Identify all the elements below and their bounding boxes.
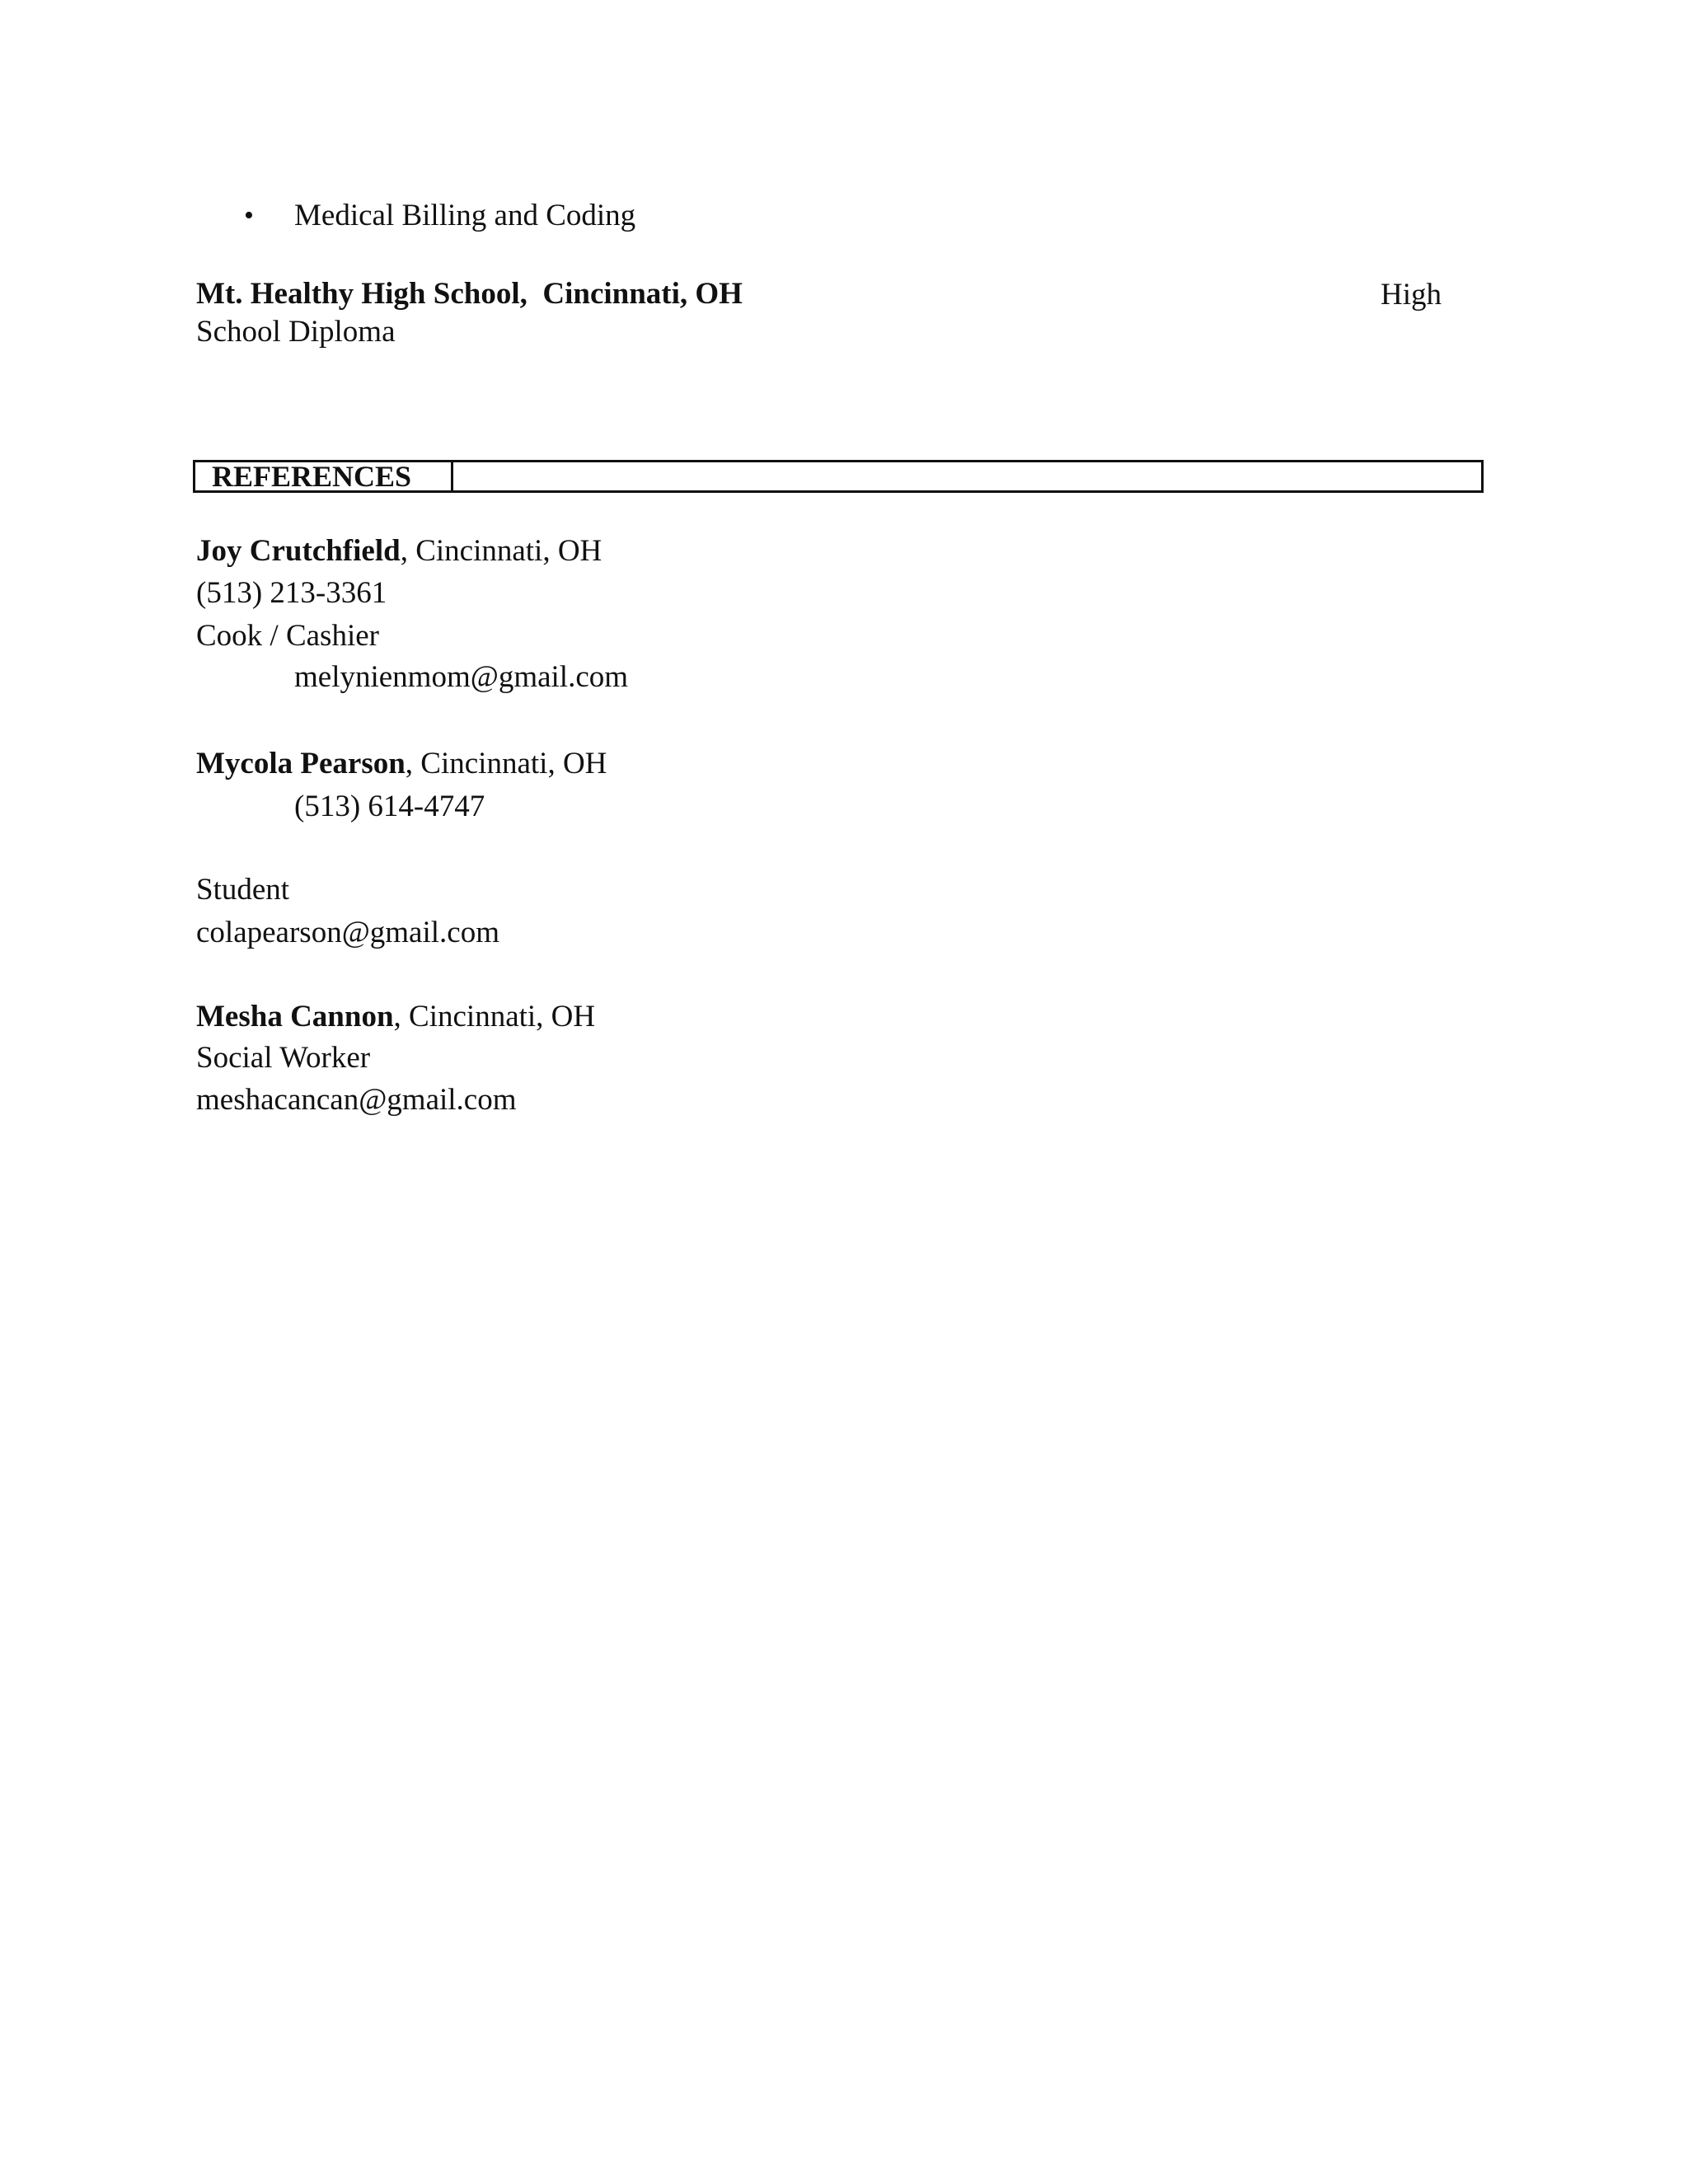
school-name-location: Mt. Healthy High School, Cincinnati, OH (196, 277, 743, 311)
reference-role: Student (196, 873, 290, 907)
reference-email: colapearson@gmail.com (196, 916, 499, 949)
degree-text-part1: High (1381, 278, 1442, 312)
reference-phone: (513) 614-4747 (294, 790, 485, 823)
reference-email: melynienmom@gmail.com (294, 660, 629, 694)
course-bullet-text: Medical Billing and Coding (294, 199, 636, 232)
references-heading: REFERENCES (195, 462, 453, 490)
reference-role: Cook / Cashier (196, 619, 379, 653)
reference-location: , Cincinnati, OH (400, 534, 603, 568)
reference-name-line (196, 999, 595, 1035)
reference-location: , Cincinnati, OH (393, 1000, 596, 1033)
bullet-marker: • (244, 200, 254, 231)
reference-name-line (196, 746, 607, 782)
reference-name-line (196, 533, 602, 569)
reference-location: , Cincinnati, OH (405, 747, 607, 780)
reference-phone: (513) 213-3361 (196, 576, 387, 610)
reference-role: Social Worker (196, 1041, 371, 1075)
reference-name: Mycola Pearson (196, 747, 406, 780)
references-section-header (193, 460, 1484, 493)
reference-name: Mesha Cannon (196, 1000, 394, 1033)
degree-text-part2: School Diploma (196, 315, 396, 349)
reference-name: Joy Crutchfield (196, 534, 401, 568)
reference-email: meshacancan@gmail.com (196, 1083, 517, 1117)
